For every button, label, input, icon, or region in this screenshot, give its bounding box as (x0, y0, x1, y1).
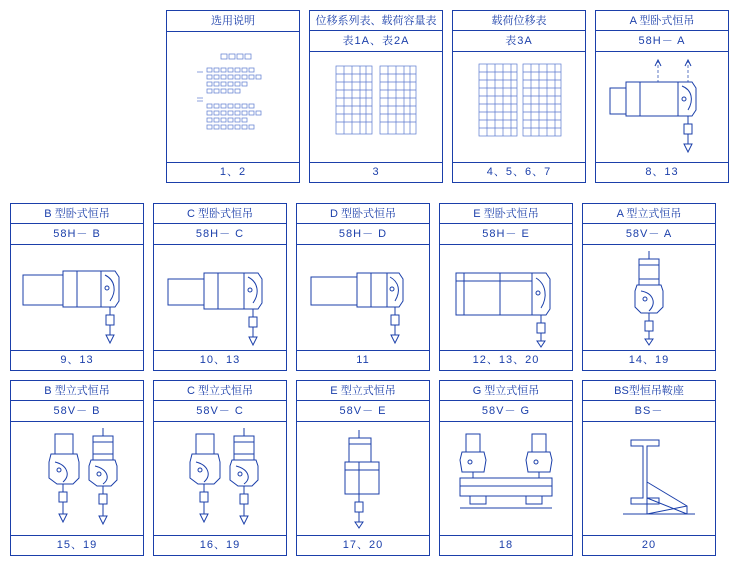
card-graphic-horizontal-hanger (11, 245, 143, 350)
card-graphic-vertical-hanger (583, 245, 715, 350)
card-footer: 11 (297, 350, 429, 370)
card-graphic-text-block (167, 32, 299, 162)
card-graphic-vertical-hanger (11, 422, 143, 535)
card-footer: 18 (440, 535, 572, 555)
card-title: E 型卧式恒吊 (440, 204, 572, 224)
card-title: A 型立式恒吊 (583, 204, 715, 224)
card-subtitle: 表3A (453, 31, 585, 51)
card-graphic-horizontal-hanger (596, 52, 728, 162)
diagram-card-displacement-tables[interactable] (309, 10, 443, 183)
card-graphic-tables (453, 52, 585, 162)
card-footer: 8、13 (596, 162, 728, 182)
diagram-row-2 (10, 203, 716, 371)
card-subtitle: 58H－ B (11, 224, 143, 244)
diagram-card-vertical-hanger-g[interactable] (439, 380, 573, 556)
diagram-card-vertical-hanger-c[interactable] (153, 380, 287, 556)
diagram-card-vertical-hanger-b[interactable] (10, 380, 144, 556)
card-subtitle: 58H－ C (154, 224, 286, 244)
card-title: BS型恒吊鞍座 (583, 381, 715, 401)
card-subtitle: 58V－ B (11, 401, 143, 421)
card-title: C 型立式恒吊 (154, 381, 286, 401)
diagram-card-vertical-hanger-e[interactable] (296, 380, 430, 556)
card-title: G 型立式恒吊 (440, 381, 572, 401)
card-footer: 15、19 (11, 535, 143, 555)
card-title: B 型卧式恒吊 (11, 204, 143, 224)
diagram-card-selection-notes[interactable] (166, 10, 300, 183)
diagram-card-horizontal-hanger-a[interactable] (595, 10, 729, 183)
diagram-card-horizontal-hanger-b[interactable] (10, 203, 144, 371)
card-footer: 1、2 (167, 162, 299, 182)
card-title: 位移系列表、载荷容量表 (310, 11, 442, 31)
diagram-card-horizontal-hanger-c[interactable] (153, 203, 287, 371)
card-graphic-tables (310, 52, 442, 162)
card-footer: 17、20 (297, 535, 429, 555)
card-subtitle: 表1A、表2A (310, 31, 442, 51)
card-title: 载荷位移表 (453, 11, 585, 31)
card-title: E 型立式恒吊 (297, 381, 429, 401)
card-graphic-horizontal-hanger (440, 245, 572, 350)
card-footer: 12、13、20 (440, 350, 572, 370)
diagram-card-horizontal-hanger-d[interactable] (296, 203, 430, 371)
card-footer: 14、19 (583, 350, 715, 370)
card-title: D 型卧式恒吊 (297, 204, 429, 224)
diagram-card-vertical-hanger-a[interactable] (582, 203, 716, 371)
card-graphic-horizontal-hanger (154, 245, 286, 350)
card-footer: 20 (583, 535, 715, 555)
diagram-row-3 (10, 380, 716, 556)
card-title: 选用说明 (167, 11, 299, 32)
card-title: C 型卧式恒吊 (154, 204, 286, 224)
card-footer: 10、13 (154, 350, 286, 370)
card-subtitle: 58H－ D (297, 224, 429, 244)
card-graphic-saddle (583, 422, 715, 535)
card-graphic-vertical-hanger (154, 422, 286, 535)
card-subtitle: 58V－ E (297, 401, 429, 421)
card-subtitle: 58V－ G (440, 401, 572, 421)
card-subtitle: 58V－ A (583, 224, 715, 244)
card-footer: 16、19 (154, 535, 286, 555)
diagram-card-horizontal-hanger-e[interactable] (439, 203, 573, 371)
card-footer: 4、5、6、7 (453, 162, 585, 182)
card-title: B 型立式恒吊 (11, 381, 143, 401)
card-subtitle: 58H－ E (440, 224, 572, 244)
card-footer: 9、13 (11, 350, 143, 370)
card-subtitle: 58V－ C (154, 401, 286, 421)
card-title: A 型卧式恒吊 (596, 11, 728, 31)
card-graphic-vertical-hanger (297, 422, 429, 535)
card-graphic-vertical-hanger (440, 422, 572, 535)
diagram-card-load-displacement-table[interactable] (452, 10, 586, 183)
diagram-row-1 (166, 10, 729, 183)
card-subtitle: 58H－ A (596, 31, 728, 51)
card-graphic-horizontal-hanger (297, 245, 429, 350)
card-footer: 3 (310, 162, 442, 182)
card-subtitle: BS－ (583, 401, 715, 421)
diagram-card-saddle-bs[interactable] (582, 380, 716, 556)
